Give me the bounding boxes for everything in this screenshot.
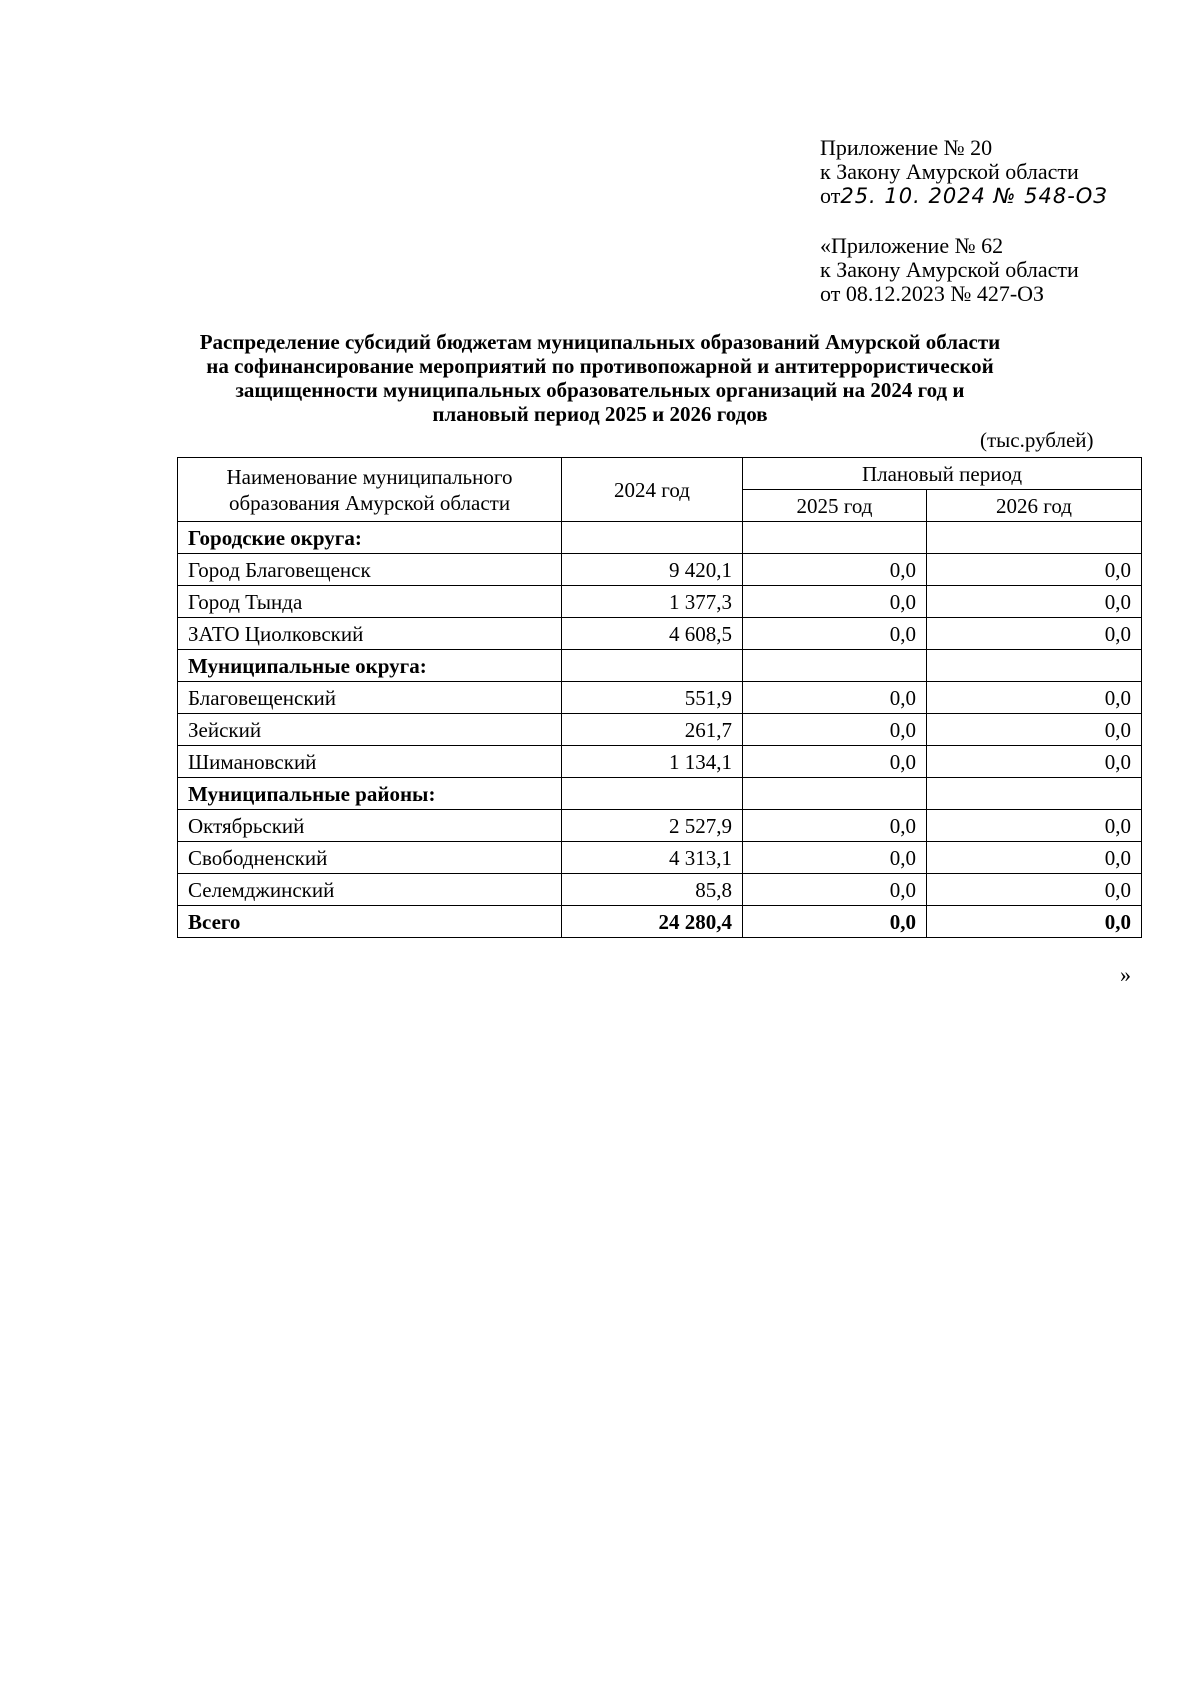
header-row-1 bbox=[178, 458, 1142, 490]
total-row bbox=[178, 906, 1142, 938]
municipality-name-cell: Всего bbox=[178, 906, 562, 938]
empty-cell bbox=[562, 778, 743, 810]
section-name-cell: Муниципальные округа: bbox=[178, 650, 562, 682]
value-2024-cell: 4 313,1 bbox=[562, 842, 743, 874]
header-name-line-2: образования Амурской области bbox=[228, 490, 511, 515]
header-2024: 2024 год bbox=[562, 458, 743, 522]
header-name-line-1: Наименование муниципального bbox=[226, 464, 513, 489]
value-2025-cell: 0,0 bbox=[743, 682, 927, 714]
empty-cell bbox=[743, 778, 927, 810]
section-name-cell: Муниципальные районы: bbox=[178, 778, 562, 810]
municipality-name-cell: Шимановский bbox=[178, 746, 562, 778]
table-row bbox=[178, 682, 1142, 714]
value-2025-cell: 0,0 bbox=[743, 810, 927, 842]
municipality-name-cell: Зейский bbox=[178, 714, 562, 746]
value-2026-cell: 0,0 bbox=[927, 682, 1142, 714]
closing-quote: » bbox=[1120, 962, 1131, 987]
header-2025: 2025 год bbox=[743, 490, 927, 522]
appendix-date-line bbox=[820, 184, 1108, 208]
appendix-header bbox=[820, 136, 1108, 208]
table-row bbox=[178, 586, 1142, 618]
document-title bbox=[150, 330, 1050, 426]
value-2026-cell: 0,0 bbox=[927, 842, 1142, 874]
value-2026-cell: 0,0 bbox=[927, 714, 1142, 746]
value-2025-cell: 0,0 bbox=[743, 618, 927, 650]
section-row bbox=[178, 522, 1142, 554]
municipality-name-cell: Город Благовещенск bbox=[178, 554, 562, 586]
table-header bbox=[178, 458, 1142, 522]
value-2026-cell: 0,0 bbox=[927, 746, 1142, 778]
value-2024-cell: 551,9 bbox=[562, 682, 743, 714]
table-row bbox=[178, 618, 1142, 650]
municipality-name-cell: Благовещенский bbox=[178, 682, 562, 714]
value-2024-cell: 85,8 bbox=[562, 874, 743, 906]
value-2024-cell: 2 527,9 bbox=[562, 810, 743, 842]
subsidy-table bbox=[177, 457, 1142, 938]
empty-cell bbox=[743, 650, 927, 682]
amended-appendix-number: «Приложение № 62 bbox=[820, 233, 1004, 258]
value-2024-cell: 24 280,4 bbox=[562, 906, 743, 938]
title-line-4: плановый период 2025 и 2026 годов bbox=[432, 402, 768, 426]
header-name bbox=[178, 458, 562, 522]
header-planned-period: Плановый период bbox=[743, 458, 1142, 490]
value-2024-cell: 9 420,1 bbox=[562, 554, 743, 586]
value-2025-cell: 0,0 bbox=[743, 906, 927, 938]
appendix-date-prefix: от bbox=[820, 183, 841, 208]
value-2025-cell: 0,0 bbox=[743, 714, 927, 746]
table-row bbox=[178, 810, 1142, 842]
value-2024-cell: 261,7 bbox=[562, 714, 743, 746]
title-line-2: на софинансирование мероприятий по противопожарной и антитеррористической bbox=[206, 354, 994, 378]
value-2025-cell: 0,0 bbox=[743, 586, 927, 618]
section-name-cell: Городские округа: bbox=[178, 522, 562, 554]
table-body bbox=[178, 522, 1142, 938]
amended-appendix-header bbox=[820, 234, 1079, 306]
empty-cell bbox=[562, 650, 743, 682]
value-2025-cell: 0,0 bbox=[743, 874, 927, 906]
value-2026-cell: 0,0 bbox=[927, 586, 1142, 618]
units-label: (тыс.рублей) bbox=[980, 428, 1094, 452]
value-2025-cell: 0,0 bbox=[743, 554, 927, 586]
appendix-number: Приложение № 20 bbox=[820, 135, 993, 160]
table-row bbox=[178, 714, 1142, 746]
empty-cell bbox=[927, 650, 1142, 682]
table-row bbox=[178, 874, 1142, 906]
section-row bbox=[178, 650, 1142, 682]
amended-appendix-date: от 08.12.2023 № 427-ОЗ bbox=[820, 281, 1045, 306]
section-row bbox=[178, 778, 1142, 810]
empty-cell bbox=[562, 522, 743, 554]
value-2026-cell: 0,0 bbox=[927, 906, 1142, 938]
value-2025-cell: 0,0 bbox=[743, 746, 927, 778]
value-2024-cell: 1 134,1 bbox=[562, 746, 743, 778]
value-2026-cell: 0,0 bbox=[927, 810, 1142, 842]
value-2026-cell: 0,0 bbox=[927, 618, 1142, 650]
title-line-1: Распределение субсидий бюджетам муниципальных образований Амурской области bbox=[199, 330, 1001, 354]
table-row bbox=[178, 746, 1142, 778]
municipality-name-cell: ЗАТО Циолковский bbox=[178, 618, 562, 650]
empty-cell bbox=[927, 522, 1142, 554]
title-line-3: защищенности муниципальных образовательных организаций на 2024 год и bbox=[235, 378, 965, 402]
municipality-name-cell: Город Тында bbox=[178, 586, 562, 618]
municipality-name-cell: Свободненский bbox=[178, 842, 562, 874]
municipality-name-cell: Селемджинский bbox=[178, 874, 562, 906]
value-2026-cell: 0,0 bbox=[927, 554, 1142, 586]
handwritten-date-number: 25. 10. 2024 № 548-ОЗ bbox=[840, 184, 1108, 208]
table-row bbox=[178, 842, 1142, 874]
value-2024-cell: 1 377,3 bbox=[562, 586, 743, 618]
value-2025-cell: 0,0 bbox=[743, 842, 927, 874]
appendix-law-reference: к Закону Амурской области bbox=[820, 159, 1079, 184]
municipality-name-cell: Октябрьский bbox=[178, 810, 562, 842]
empty-cell bbox=[927, 778, 1142, 810]
value-2026-cell: 0,0 bbox=[927, 874, 1142, 906]
table-row bbox=[178, 554, 1142, 586]
header-2026: 2026 год bbox=[927, 490, 1142, 522]
amended-appendix-law-reference: к Закону Амурской области bbox=[820, 257, 1079, 282]
value-2024-cell: 4 608,5 bbox=[562, 618, 743, 650]
empty-cell bbox=[743, 522, 927, 554]
